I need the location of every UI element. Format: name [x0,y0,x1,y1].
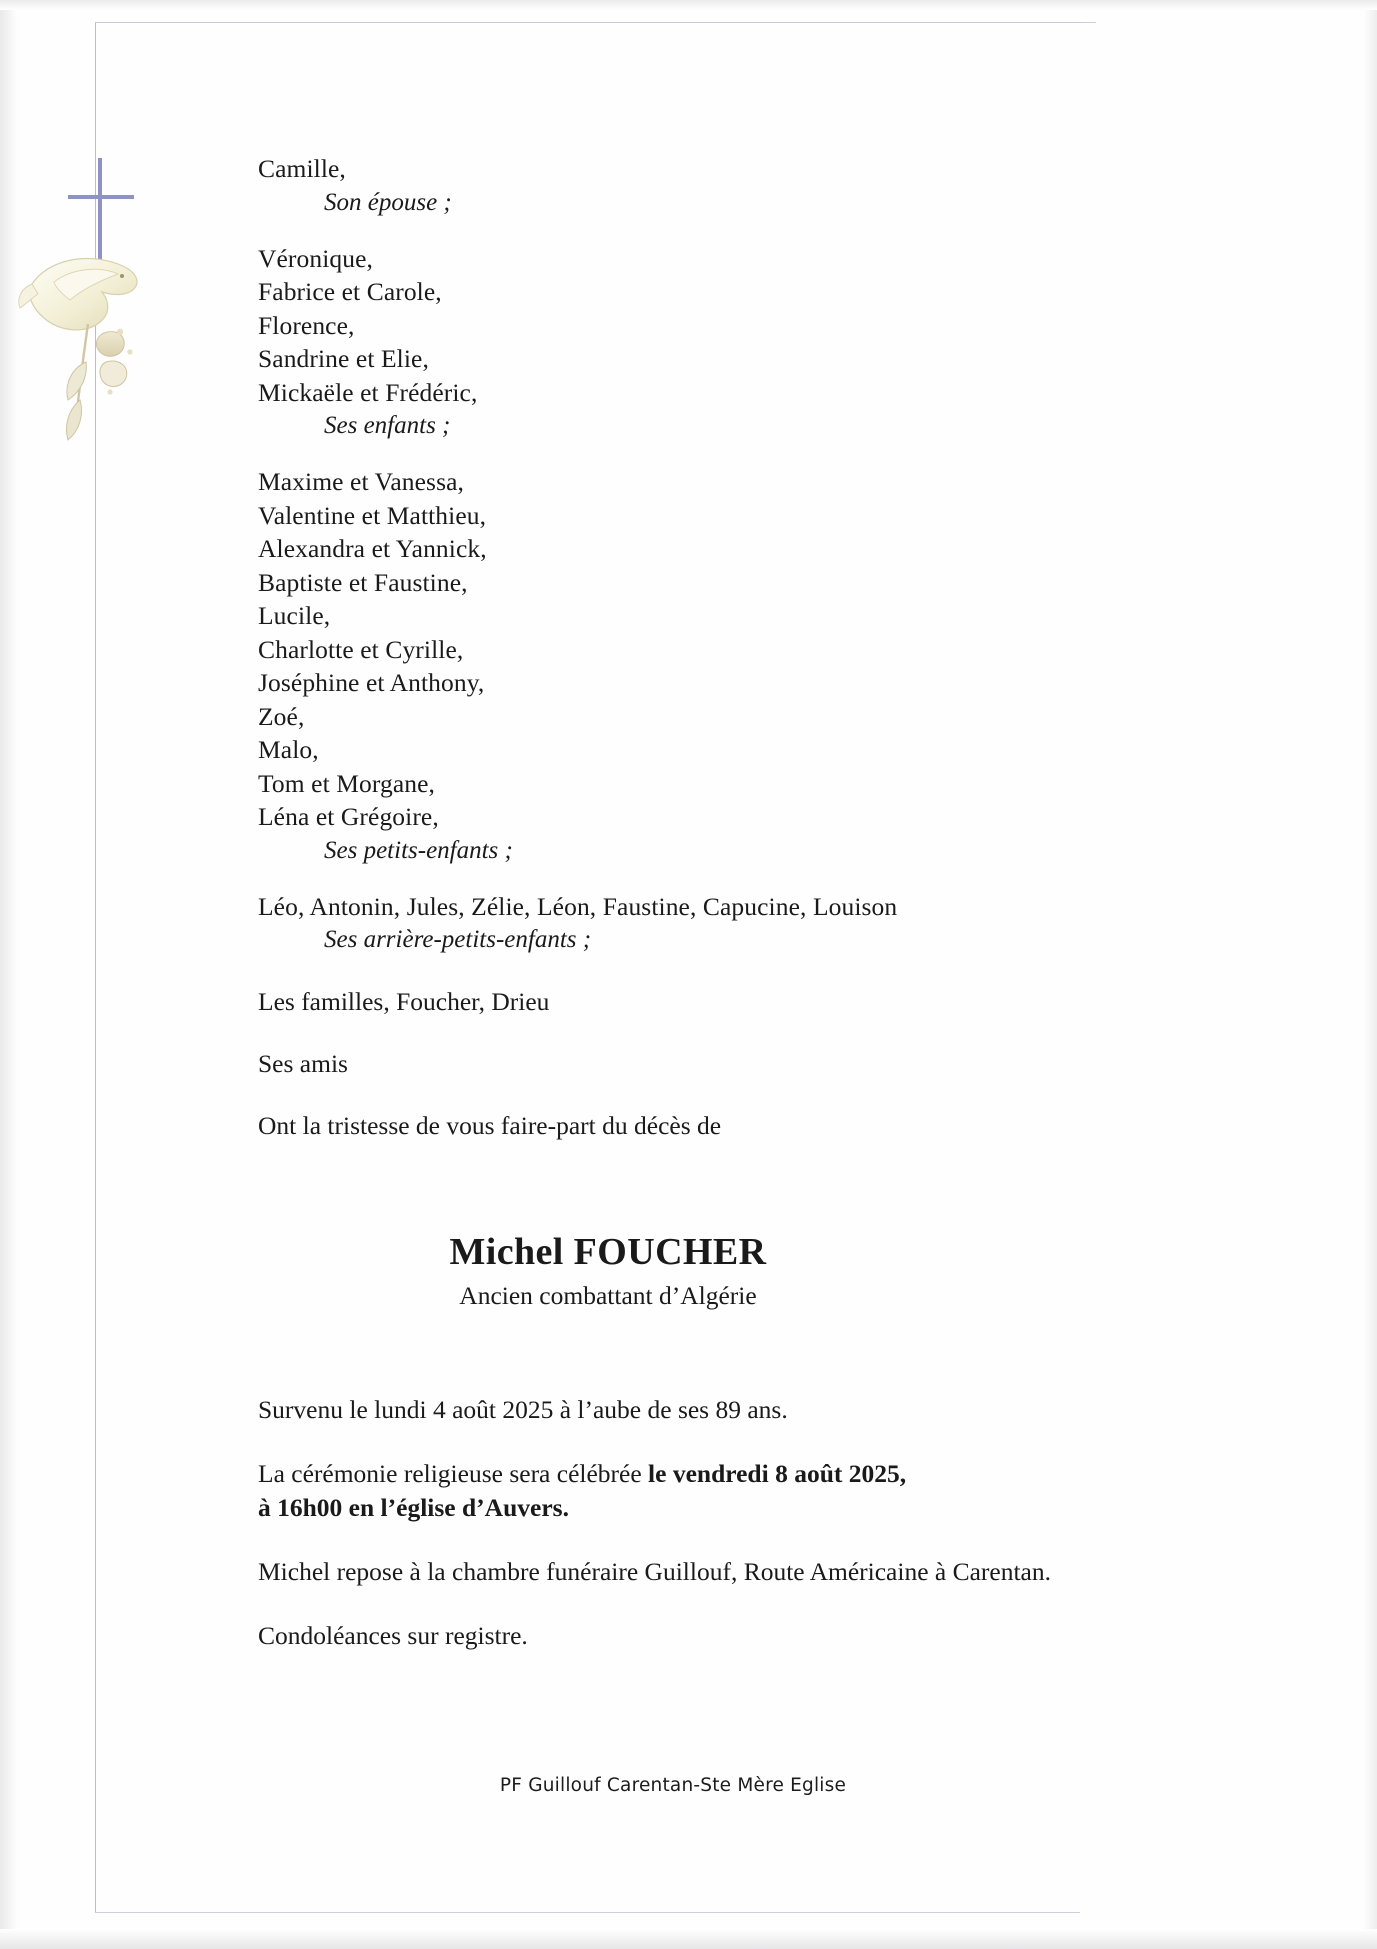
cross-icon [68,158,134,268]
survivor-role-label: Ses enfants ; [324,412,451,439]
survivor-name: Malo, [258,735,319,764]
survivor-name: Valentine et Matthieu, [258,500,487,530]
survivor-group-spouse [258,152,1088,220]
cross-vertical-bar [98,158,102,268]
survivor-name: Zoé, [258,701,305,731]
deceased-name: Michel FOUCHER [449,1231,767,1273]
survivor-name: Mickaële et Frédéric, [258,377,478,407]
survivor-name: Baptiste et Faustine, [258,567,468,597]
condolences-line: Condoléances sur registre. [258,1621,528,1650]
announcement-line: Ont la tristesse de vous faire-part du décès de [258,1111,722,1140]
survivor-name: Charlotte et Cyrille, [258,634,464,664]
scan-edge-top [0,0,1377,10]
ceremony-time-place: à 16h00 en l’église d’Auvers. [258,1493,569,1522]
ceremony-line [258,1457,1088,1525]
announcement-body [258,152,1088,1653]
deceased-subtitle: Ancien combattant d’Algérie [459,1281,757,1310]
spacer [258,443,1088,465]
spacer [258,868,1088,890]
survivor-group-great-grandchildren [258,890,1088,958]
scan-edge-left [0,0,18,1949]
card-border-top [95,22,1085,23]
survivor-group-grandchildren [258,465,1088,868]
survivor-name: Florence, [258,310,355,340]
footer [258,1775,1088,1796]
survivor-name: Sandrine et Elie, [258,344,429,373]
deceased-block [258,1229,958,1313]
repose-line: Michel repose à la chambre funéraire Guillouf, Route Américaine à Carentan. [258,1557,1052,1586]
survivor-name: Véronique, [258,243,374,273]
ceremony-prefix: La cérémonie religieuse sera célébrée [258,1459,649,1488]
families-line: Les familles, Foucher, Drieu [258,987,550,1016]
scan-edge-bottom [0,1929,1377,1949]
survivor-name: Camille, [258,154,346,183]
cross-horizontal-bar [68,195,134,199]
card-border-bottom [95,1912,1080,1913]
survivor-name: Joséphine et Anthony, [258,668,485,697]
ceremony-details [258,1393,1088,1653]
friends-line: Ses amis [258,1049,348,1078]
survivor-name: Fabrice et Carole, [258,277,442,306]
survivor-name: Lucile, [258,601,331,630]
funeral-home-credit: PF Guillouf Carentan-Ste Mère Eglise [499,1775,847,1796]
survivor-name: Alexandra et Yannick, [258,534,487,563]
survivor-role-label: Ses arrière-petits-enfants ; [324,926,592,953]
scan-edge-right [1363,0,1377,1949]
death-date-line: Survenu le lundi 4 août 2025 à l’aube de ses 89 ans. [258,1395,788,1424]
survivor-name: Tom et Morgane, [258,768,435,798]
survivor-role-label: Ses petits-enfants ; [324,836,513,864]
survivor-name: Maxime et Vanessa, [258,467,464,496]
survivor-role-label: Son épouse ; [324,188,452,216]
ceremony-date: le vendredi 8 août 2025, [648,1459,907,1488]
survivor-name: Léo, Antonin, Jules, Zélie, Léon, Faustine, Capucine, Louison [258,891,898,921]
survivor-name: Léna et Grégoire, [258,802,439,831]
survivor-group-children [258,242,1088,444]
spacer [258,220,1088,242]
